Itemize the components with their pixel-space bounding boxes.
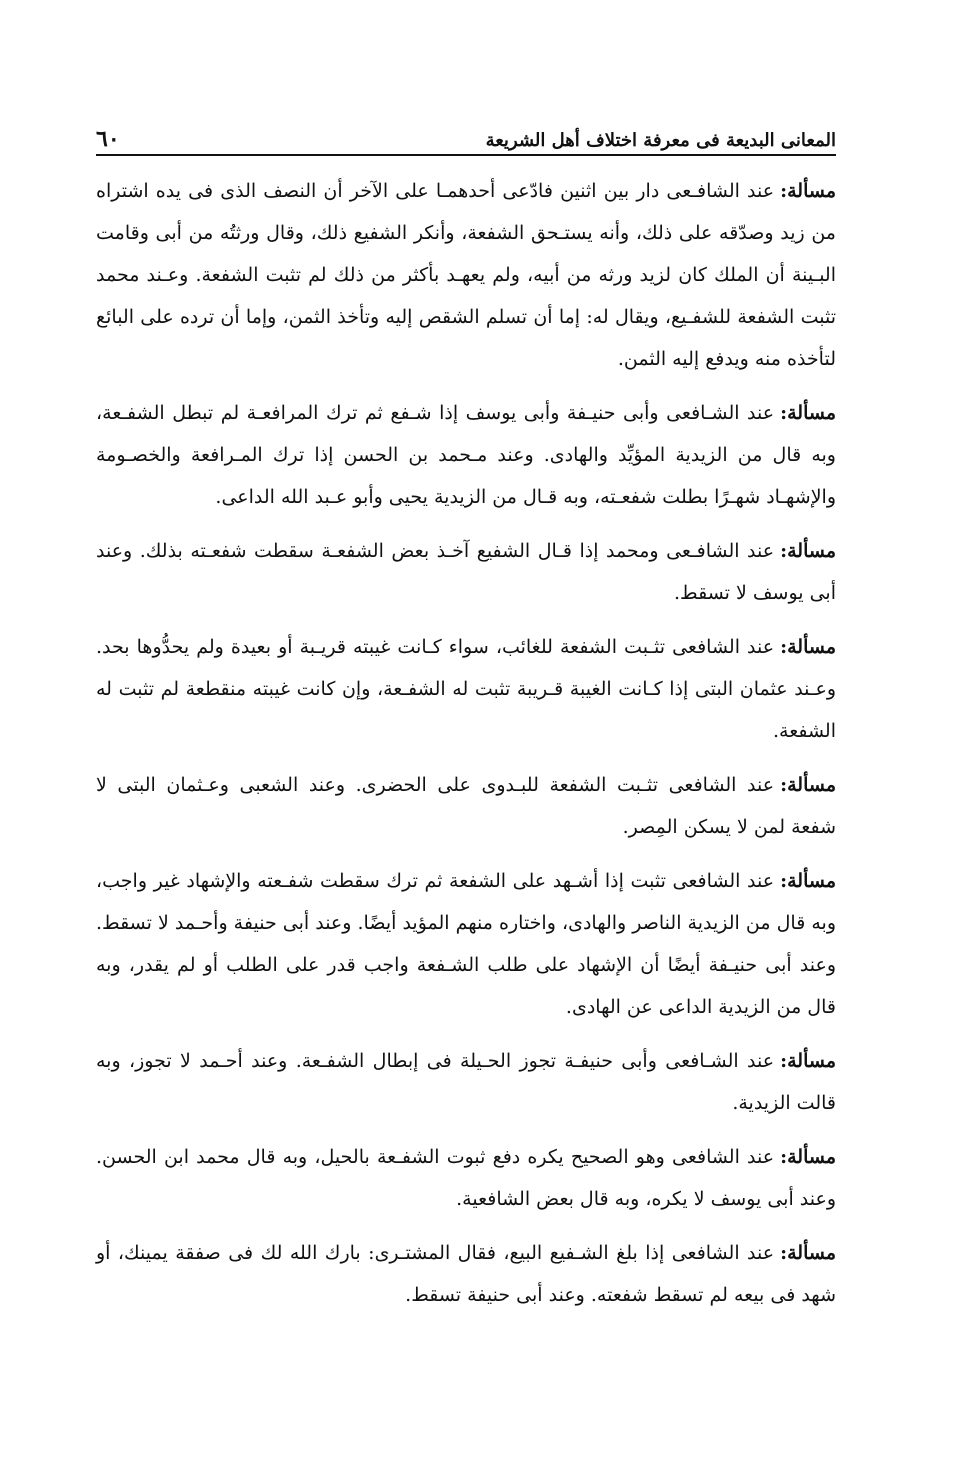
issue-label: مسألة: [780,870,836,892]
issue-text: عند الشافعى تثـبت الشفعة للغائب، سواء كـانت غيبته قريـبة أو بعيدة ولم يحدُّوها بحد. وعـند عثمان البتى إذا كـانت الغيبة قـريبة تثبت له الشفـعة، وإن كانت غيبته منقطعة لم تثبت له الشفعة. [96,636,836,742]
issue-paragraph [96,392,836,518]
issue-text: عند الشافـعى ومحمد إذا قـال الشفيع آخـذ بعض الشفعـة سقطت شفعـته بذلك. وعند أبى يوسف لا تسقط. [96,540,836,604]
issue-paragraph [96,764,836,848]
issue-text: عند الشـافعى وأبى حنيـفة وأبى يوسف إذا شـفع ثم ترك المرافعـة لم تبطل الشفـعة، وبه قال من الزيدية المؤيِّد والهادى. وعند مـحمد بن الحسن إذا ترك المـرافعة والخصـومة والإشهـاد شهـرًا بطلت شفعـته، وبه قـال من الزيدية يحيى وأبو عـبد الله الداعى. [96,402,836,508]
issue-text: عند الشافعى تثـبت الشفعة للبـدوى على الحضرى. وعند الشعبى وعـثمان البتى لا شفعة لمن لا يسكن المِصر. [96,774,836,838]
issue-paragraph [96,860,836,1028]
issue-label: مسألة: [780,540,836,562]
issue-paragraph [96,1136,836,1220]
issue-text: عند الشافعى إذا بلغ الشـفيع البيع، فقال المشتـرى: بارك الله لك فى صفقة يمينك، أو شهد فى بيعه لم تسقط شفعته. وعند أبى حنيفة تسقط. [96,1242,836,1306]
page-number: ٦٠ [96,126,120,152]
issue-text: عند الشافـعى دار بين اثنين فادّعى أحدهمـا على الآخر أن النصف الذى فى يده اشتراه من زيد وصدّقه على ذلك، وأنه يستـحق الشفعة، وأنكر الشفيع ذلك، وقال ورثتُه من أبى وقامت البـينة أن الملك كان لزيد ورثه من أبيه، ولم يعهـد بأكثر من ذلك لم تثبت الشفعة. وعـند محمد تثبت الشفعة للشفـيع، ويقال له: إما أن تسلم الشقص إليه وتأخذ الثمن، وإما أن ترده على البائع لتأخذه منه ويدفع إليه الثمن. [96,180,836,370]
issue-paragraph [96,170,836,380]
issue-text: عند الشـافعى وأبى حنيفـة تجوز الحـيلة فى إبطال الشفـعة. وعند أحـمد لا تجوز، وبه قالت الزيدية. [96,1050,836,1114]
issues-list [96,170,836,1316]
book-page [96,112,836,1328]
issue-paragraph [96,1232,836,1316]
issue-label: مسألة: [780,180,836,202]
issue-text: عند الشافعى تثبت إذا أشـهد على الشفعة ثم ترك سقطت شفـعته والإشهاد غير واجب، وبه قال من الزيدية الناصر والهادى، واختاره منهم المؤيد أيضًا. وعند أبى حنيفة وأحـمد لا تسقط. وعند أبى حنيـفة أيضًا أن الإشهاد على طلب الشـفعة واجب قدر على الطلب أو لم يقدر، وبه قال من الزيدية الداعى عن الهادى. [96,870,836,1018]
issue-paragraph [96,530,836,614]
issue-label: مسألة: [780,636,836,658]
book-title: المعانى البديعة فى معرفة اختلاف أهل الشريعة [485,130,836,151]
issue-text: عند الشافعى وهو الصحيح يكره دفع ثبوت الشفـعة بالحيل، وبه قال محمد ابن الحسن. وعند أبى يوسف لا يكره، وبه قال بعض الشافعية. [96,1146,836,1210]
issue-label: مسألة: [780,402,836,424]
issue-paragraph [96,1040,836,1124]
running-header [96,112,836,156]
issue-label: مسألة: [780,1050,836,1072]
issue-paragraph [96,626,836,752]
issue-label: مسألة: [780,774,836,796]
issue-label: مسألة: [780,1146,836,1168]
issue-label: مسألة: [780,1242,836,1264]
